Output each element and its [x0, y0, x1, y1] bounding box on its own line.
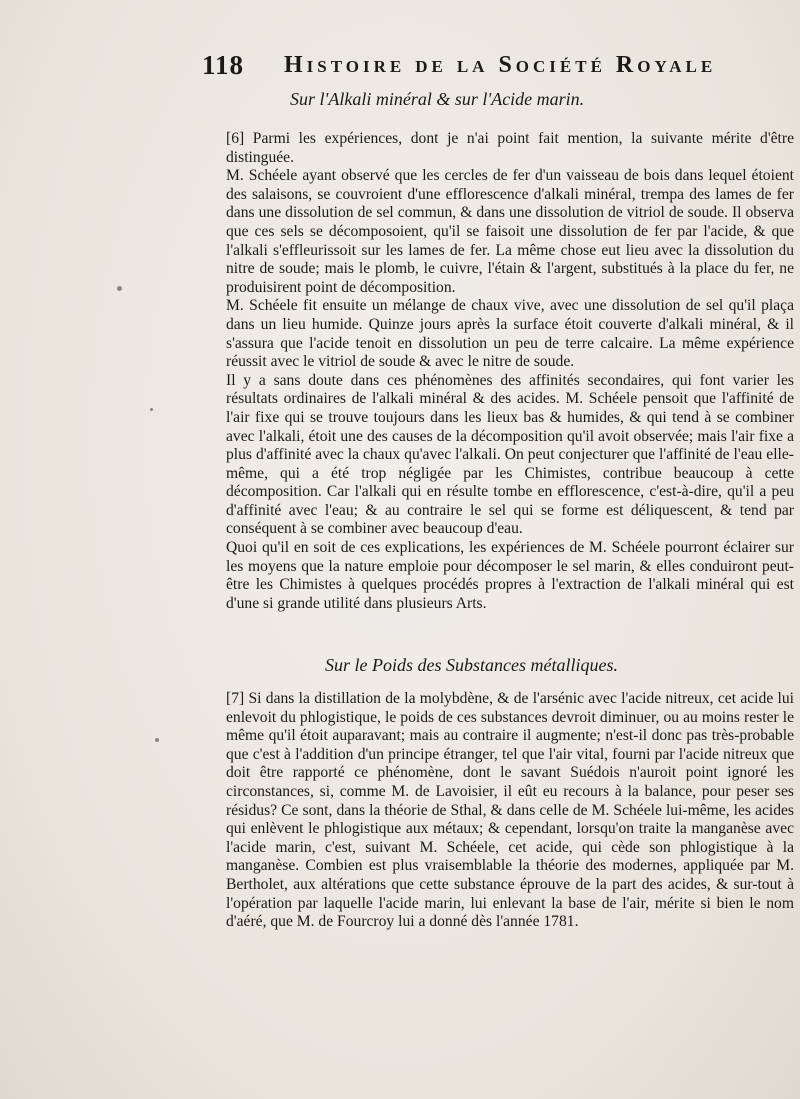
section-title-alkali: Sur l'Alkali minéral & sur l'Acide marin. — [290, 89, 585, 109]
paragraph: [7] Si dans la distillation de la molybdène, & de l'arsénic avec l'acide nitreux, cet acide lui enlevoit du phlogistique, le poids de ces substances devroit diminuer, ou au moins rester le même qu'il étoit auparavant; mais au contraire il augmente; n'est-il donc pas très-probable que c'est à l'addition d'un principe étranger, tel que l'air vital, fourni par l'acide nitreux que doit être rapporté ce phénomène, dont le savant Suédois n'auroit point ignoré les circonstances, si, comme M. de Lavoisier, il eût eu recours à la balance, pour peser ses résidus? Ce sont, dans la théorie de Sthal, & dans celle de M. Schéele lui-même, les acides qui enlèvent le phlogistique aux métaux; & cependant, lorsqu'on traite la manganèse avec l'acide marin, c'est, suivant M. Schéele, cet acide, qui cède son phlogistique à la manganèse. Combien est plus vraisemblable la théorie des modernes, appliquée par M. Bertholet, aux altérations que cette substance éprouve de la part des acides, & sur-tout à l'opération par laquelle l'acide marin, lui enlevant la base de l'air, mérite si bien le nom d'aéré, que M. de Fourcroy lui a donné dès l'année 1781. — [226, 690, 794, 931]
paragraph: M. Schéele fit ensuite un mélange de chaux vive, avec une dissolution de sel qu'il plaça dans un lieu humide. Quinze jours après la surface étoit couverte d'alkali minéral, & il s'assura que l'acide tenoit en dissolution un peu de terre calcaire. La même expérience réussit avec le vitriol de soude & avec le nitre de soude. — [226, 297, 794, 371]
paper-speck — [117, 286, 122, 291]
section-body-metals — [226, 690, 794, 932]
paragraph: M. Schéele ayant observé que les cercles de fer d'un vaisseau de bois dans lequel étoient des salaisons, se couvroient d'une efflorescence d'alkali minéral, trempa des lames de fer dans une dissolution de sel commun, & dans une dissolution de vitriol de soude. Il observa que ces sels se décomposoient, qu'il se faisoit une dissolution de fer par l'acide, & que l'alkali s'effleurissoit sur les lames de fer. La même chose eut lieu avec la dissolution du nitre de soude; mais le plomb, le cuivre, l'étain & l'argent, substitués à la place du fer, ne produisirent point de décomposition. — [226, 167, 794, 296]
page-number: 118 — [202, 50, 245, 80]
section-body-alkali — [226, 130, 794, 613]
paragraph: Il y a sans doute dans ces phénomènes des affinités secondaires, qui font varier les résultats ordinaires de l'alkali minéral & des acides. M. Schéele pensoit que l'affinité de l'air fixe qui se trouve toujours dans les lieux bas & humides, & qui tend à se combiner avec l'alkali, étoit une des causes de la décomposition qu'il avoit observée; mais l'air fixe a plus d'affinité avec la chaux qu'avec l'alkali. On peut conjecturer que l'affinité de l'eau elle-même, qui a été trop négligée par les Chimistes, contribue beaucoup à cette décomposition. Car l'alkali qui en résulte tombe en efflorescence, c'est-à-dire, qu'il a peu d'affinité avec l'eau; & au contraire le sel qui se forme est déliquescent, & tend par conséquent à se combiner avec beaucoup d'eau. — [226, 371, 794, 538]
paper-speck — [150, 408, 153, 411]
paper-speck — [155, 738, 159, 742]
paragraph: Quoi qu'il en soit de ces explications, les expériences de M. Schéele pourront éclairer sur les moyens que la nature emploie pour décomposer le sel marin, & elles conduiront peut-être les Chimistes à quelques procédés propres à l'extraction de l'alkali minéral qui est d'une si grande utilité dans plusieurs Arts. — [226, 539, 794, 612]
page-header — [202, 50, 800, 82]
section-title-metals: Sur le Poids des Substances métalliques. — [325, 655, 618, 675]
paragraph: [6] Parmi les expériences, dont je n'ai point fait mention, la suivante mérite d'être distinguée. — [226, 130, 794, 166]
running-title: Histoire de la Société Royale — [284, 52, 717, 78]
